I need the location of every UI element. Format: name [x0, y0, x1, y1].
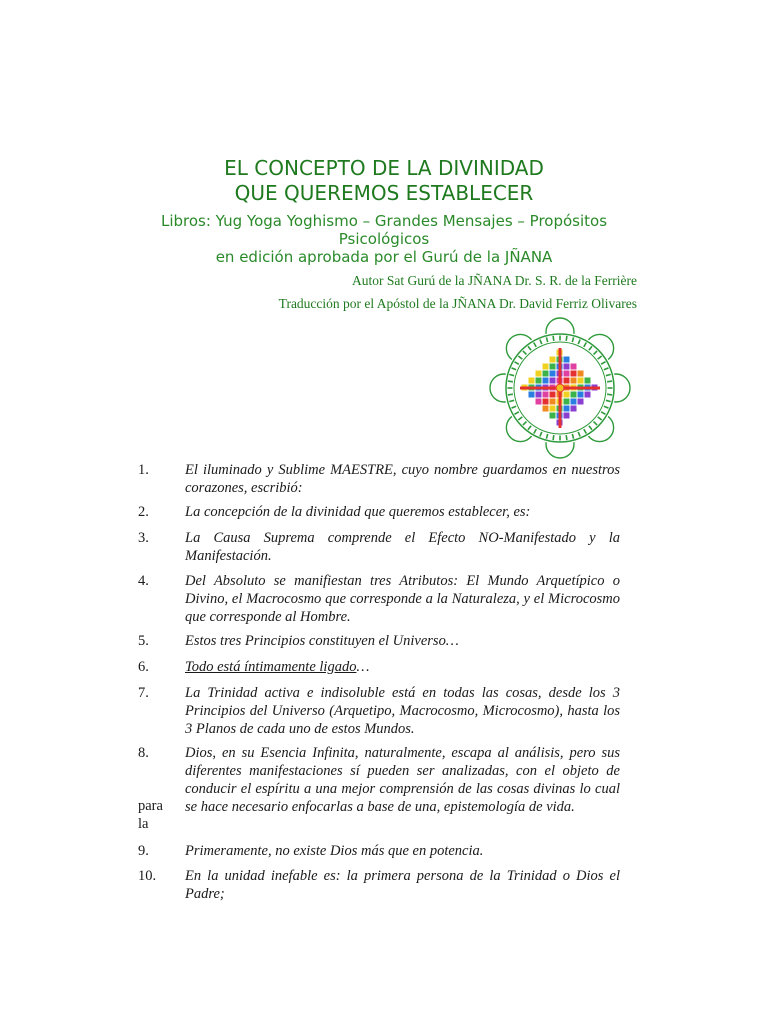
- item-text: La Causa Suprema comprende el Efecto NO-Manifestado y la Manifestación.: [185, 530, 620, 564]
- item-text: Del Absoluto se manifiestan tres Atributos: El Mundo Arquetípico o Divino, el Macrocosmo que corresponde a la Naturaleza, y el Microcosmo que corresponde al Hombre.: [185, 573, 620, 625]
- item-text: [185, 658, 620, 676]
- margin-word-la: la: [138, 816, 149, 832]
- list-item-4: [138, 572, 620, 626]
- list-item-3: [138, 529, 620, 565]
- item-number: 10.: [138, 868, 157, 884]
- item-text: La concepción de la divinidad que queremos establecer, es:: [185, 504, 531, 520]
- list-item-7: [138, 684, 620, 738]
- underlined-phrase: Todo está íntimamente ligado: [185, 659, 357, 675]
- list-item-10: [138, 867, 620, 903]
- item-text: La Trinidad activa e indisoluble está en todas las cosas, desde los 3 Principios del Universo (Arquetipo, Macrocosmo, Microcosmo), hasta los 3 Planos de cada uno de estos Mundos.: [185, 685, 620, 737]
- author-credit: Autor Sat Gurú de la JÑANA Dr. S. R. de la Ferrière: [352, 273, 637, 288]
- item-number: 8.: [138, 745, 149, 761]
- subtitle-line-2: Psicológicos: [338, 230, 430, 248]
- item-number: 5.: [138, 633, 149, 649]
- title-line-2: QUE QUEREMOS ESTABLECER: [234, 181, 534, 205]
- title-line-1: EL CONCEPTO DE LA DIVINIDAD: [224, 156, 544, 180]
- subtitle-line-1: Libros: Yug Yoga Yoghismo – Grandes Mensajes – Propósitos: [160, 212, 608, 230]
- jnana-seal-icon: [488, 316, 632, 460]
- item-number: 7.: [138, 685, 149, 701]
- item-number: 3.: [138, 530, 149, 546]
- ellipsis: …: [356, 659, 370, 675]
- item-number: 9.: [138, 843, 149, 859]
- subtitle-line-3: en edición aprobada por el Gurú de la JÑANA: [215, 248, 553, 266]
- item-text: Dios, en su Esencia Infinita, naturalmente, escapa al análisis, pero sus diferentes manifestaciones sí pueden ser analizadas, con el objeto de conducir el espíritu a una mejor comprensión de las cosas divinas lo cual se hace necesario enfocarlas a base de una, epistemología de vida.: [185, 745, 620, 815]
- list-item-2: [138, 503, 620, 521]
- item-text: El iluminado y Sublime MAESTRE, cuyo nombre guardamos en nuestros corazones, escribió:: [185, 462, 620, 496]
- translator-credit: Traducción por el Apóstol de la JÑANA Dr. David Ferriz Olivares: [278, 296, 637, 311]
- item-text: Primeramente, no existe Dios más que en potencia.: [185, 843, 484, 859]
- margin-word-para: para: [138, 798, 163, 814]
- item-number: 6.: [138, 659, 149, 675]
- item-number: 4.: [138, 573, 149, 589]
- item-text: Estos tres Principios constituyen el Universo…: [185, 633, 459, 649]
- list-item-8: [138, 744, 620, 816]
- item-text: En la unidad inefable es: la primera persona de la Trinidad o Dios el Padre;: [185, 868, 620, 902]
- list-item-5: [138, 632, 620, 650]
- list-item-9: [138, 842, 620, 860]
- item-number: 1.: [138, 462, 149, 478]
- list-item-6: [138, 658, 620, 676]
- item-number: 2.: [138, 504, 149, 520]
- list-item-1: [138, 461, 620, 497]
